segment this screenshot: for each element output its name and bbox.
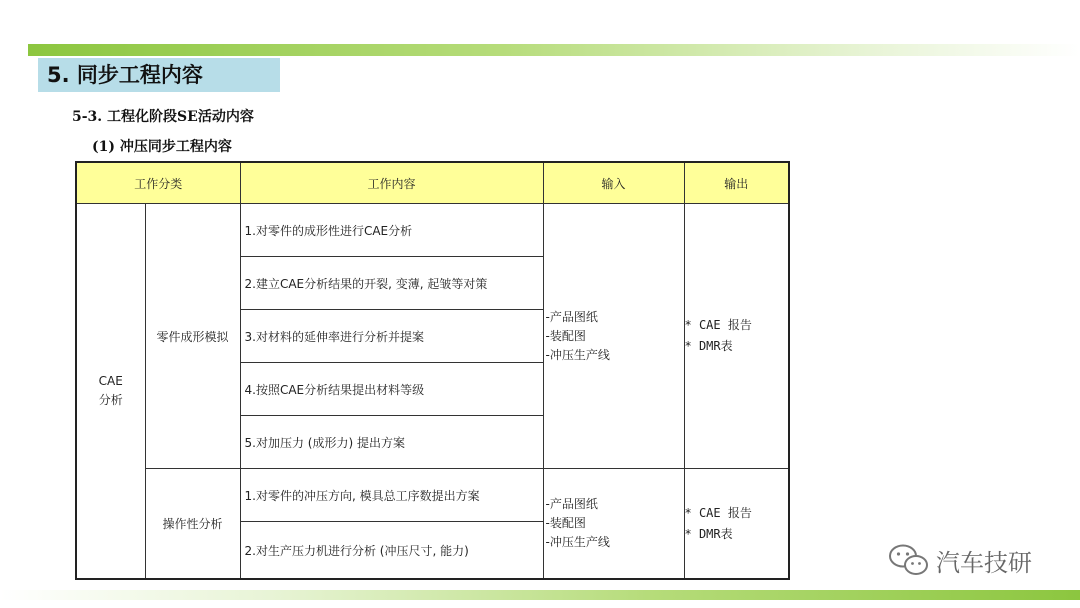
top-accent-bar xyxy=(28,44,1080,56)
content-item: 2.对生产压力机进行分析 (冲压尺寸, 能力) xyxy=(240,522,543,580)
header-content: 工作内容 xyxy=(240,162,543,204)
header-category: 工作分类 xyxy=(76,162,240,204)
input-item: -冲压生产线 xyxy=(545,347,610,362)
category-line: CAE xyxy=(98,374,123,388)
category-line: 分析 xyxy=(98,393,123,407)
content-item: 5.对加压力 (成形力) 提出方案 xyxy=(240,416,543,469)
inputs-cell xyxy=(543,469,684,580)
wechat-icon xyxy=(888,543,930,577)
input-item: -产品图纸 xyxy=(545,497,598,511)
group-name-operability: 操作性分析 xyxy=(145,469,240,580)
category-cell xyxy=(76,204,145,580)
watermark-text: 汽车技研 xyxy=(936,548,1032,577)
content-item: 1.对零件的冲压方向, 模具总工序数提出方案 xyxy=(240,469,543,522)
inputs-cell xyxy=(543,204,684,469)
output-item: * CAE 报告 xyxy=(684,505,752,520)
section-title: 5. 同步工程内容 xyxy=(38,58,280,92)
input-item: -装配图 xyxy=(545,516,586,530)
output-item: * DMR表 xyxy=(684,339,733,353)
table-row xyxy=(76,204,789,257)
outputs-cell xyxy=(684,204,789,469)
outputs-cell xyxy=(684,469,789,580)
output-item: * DMR表 xyxy=(684,526,733,541)
input-item: -产品图纸 xyxy=(545,309,598,324)
table-row xyxy=(76,469,789,522)
se-content-table xyxy=(75,161,790,580)
content-item: 4.按照CAE分析结果提出材料等级 xyxy=(240,363,543,416)
subtitle: 5-3. 工程化阶段SE活动内容 xyxy=(72,109,254,125)
header-input: 输入 xyxy=(543,162,684,204)
watermark xyxy=(888,542,1032,578)
input-item: -装配图 xyxy=(545,328,586,343)
table-header-row xyxy=(76,162,789,204)
content-item: 1.对零件的成形性进行CAE分析 xyxy=(240,204,543,257)
input-item: -冲压生产线 xyxy=(545,535,610,549)
sub-subtitle: (1) 冲压同步工程内容 xyxy=(92,139,232,155)
group-name-forming: 零件成形模拟 xyxy=(145,204,240,469)
bottom-accent-bar xyxy=(0,590,1080,600)
content-item: 2.建立CAE分析结果的开裂, 变薄, 起皱等对策 xyxy=(240,257,543,310)
header-output: 输出 xyxy=(684,162,789,204)
output-item: * CAE 报告 xyxy=(684,318,752,332)
content-item: 3.对材料的延伸率进行分析并提案 xyxy=(240,310,543,363)
